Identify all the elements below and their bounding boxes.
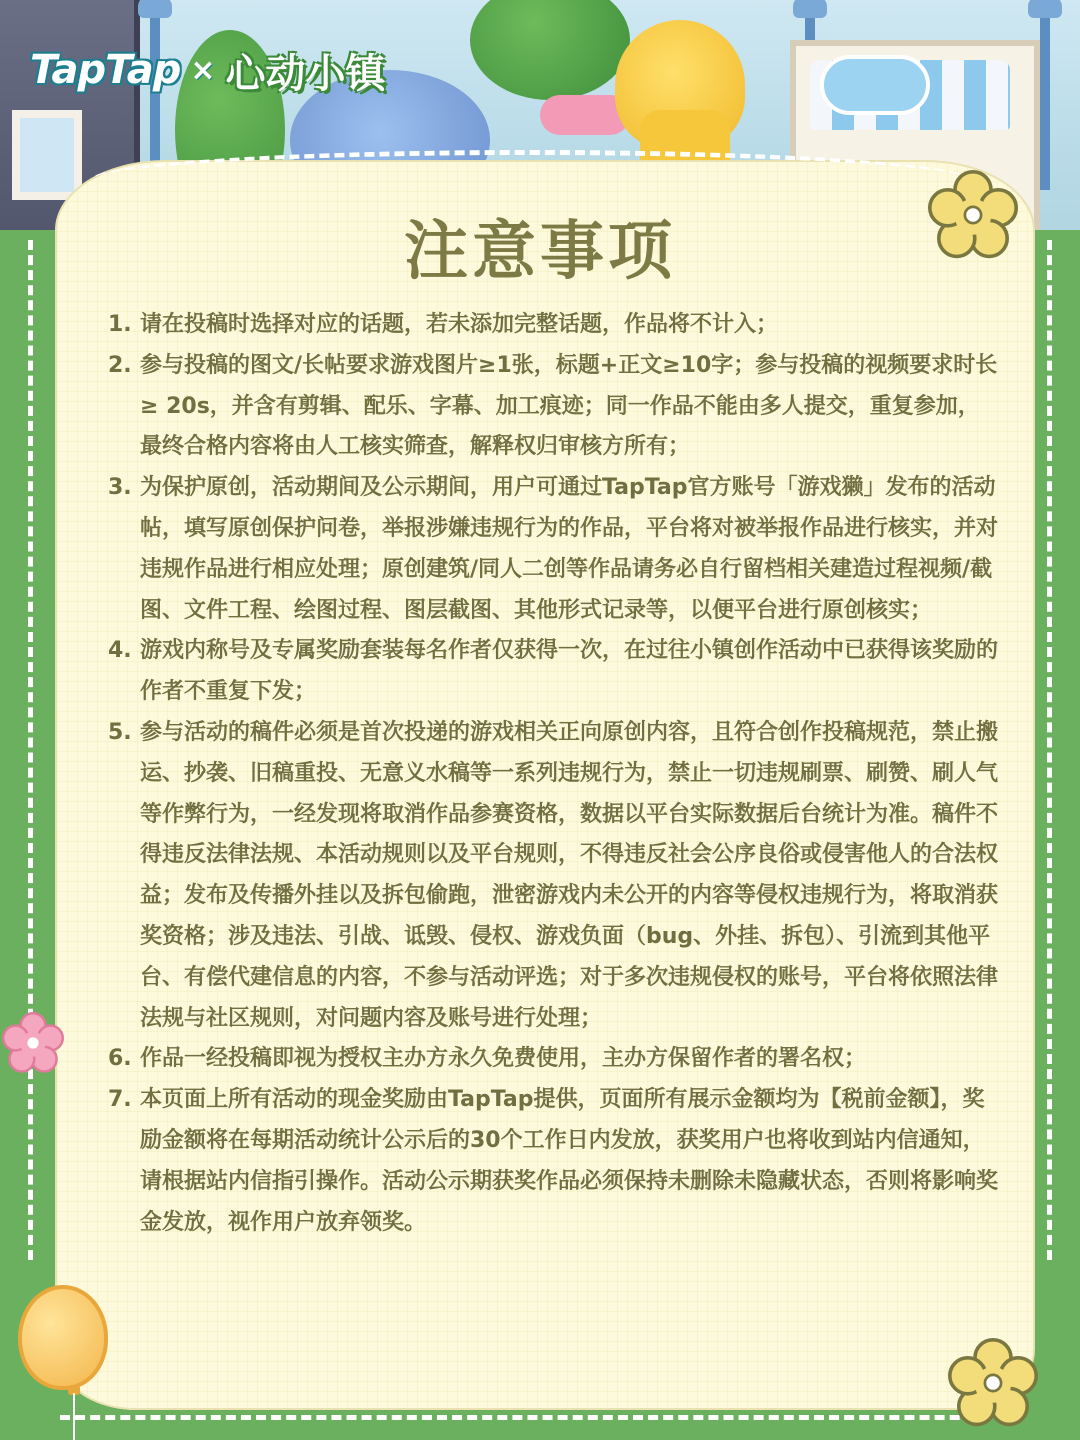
rules-list [108,305,998,1243]
rule-item [108,305,998,346]
brand-logo [30,40,385,100]
rule-item [108,713,998,1039]
cloud-sign-illustration [820,55,930,115]
dashed-border-right [1042,240,1052,1260]
rule-item [108,346,998,468]
yellow-flower-icon [928,170,1018,260]
rule-item [108,1080,998,1243]
tree-illustration [470,0,630,100]
rule-number: 6. [108,1046,132,1072]
rule-number: 2. [108,352,132,378]
rule-number: 3. [108,475,132,501]
rule-item [108,631,998,713]
rule-number: 1. [108,312,132,337]
page-title: 注意事项 [404,215,676,289]
dashed-border-bottom [60,1415,1020,1435]
rule-text: 游戏内称号及专属奖励套装每名作者仅获得一次，在过往小镇创作活动中已获得该奖励的作者不重复下发； [140,638,999,705]
taptap-logo: TapTap [30,47,181,93]
rule-text: 参与活动的稿件必须是首次投递的游戏相关正向原创内容，且符合创作投稿规范，禁止搬运、抄袭、旧稿重投、无意义水稿等一系列违规行为，禁止一切违规刷票、刷赞、刷人气等作弊行为，一经发现将取消作品参赛资格，数据以平台实际数据后台统计为准。稿件不得违反法律法规、本活动规则以及平台规则，不得违反社会公序良俗或侵害他人的合法权益；发布及传播外挂以及拆包偷跑，泄密游戏内未公开的内容等侵权违规行为，将取消获奖资格；涉及违法、引战、诋毁、侵权、游戏负面（bug、外挂、拆包）、引流到其他平台、有偿代建信息的内容，不参与活动评选；对于多次违规侵权的账号，平台将依照法律法规与社区规则，对问题内容及账号进行处理； [140,719,999,1031]
yellow-flower-icon [948,1338,1038,1428]
rule-number: 4. [108,638,132,664]
rule-text: 为保护原创，活动期间及公示期间，用户可通过TapTap官方账号「游戏獭」发布的活动帖，填写原创保护问卷，举报涉嫌违规行为的作品，平台将对被举报作品进行核实，并对违规作品进行相应处理；原创建筑/同人二创等作品请务必自行留档相关建造过程视频/截图、文件工程、绘图过程、图层截图、其他形式记录等，以便平台进行原创核实； [140,475,999,623]
pink-flower-icon [2,1012,64,1074]
balloon-icon [18,1285,108,1390]
rule-item [108,1039,998,1080]
balloon-string [73,1393,75,1440]
rule-number: 5. [108,719,132,745]
logo-separator: × [190,52,216,88]
game-logo: 心动小镇 [225,50,386,97]
rule-item [108,468,998,631]
rule-text: 请在投稿时选择对应的话题，若未添加完整话题，作品将不计入； [140,312,779,337]
rule-number: 7. [108,1087,132,1113]
rule-text: 参与投稿的图文/长帖要求游戏图片≥1张，标题+正文≥10字；参与投稿的视频要求时长 ≥ 20s，并含有剪辑、配乐、字幕、加工痕迹；同一作品不能由多人提交，重复参加，最终合格内容将由人工核实筛查，解释权归审核方所有； [140,352,998,460]
rule-text: 本页面上所有活动的现金奖励由TapTap提供，页面所有展示金额均为【税前金额】，奖励金额将在每期活动统计公示后的30个工作日内发放，获奖用户也将收到站内信通知，请根据站内信指引操作。活动公示期获奖作品必须保持未删除未隐藏状态，否则将影响奖金发放，视作用户放弃领奖。 [140,1087,999,1235]
lamp-post-illustration [1040,0,1050,190]
rule-text: 作品一经投稿即视为授权主办方永久免费使用，主办方保留作者的署名权； [140,1046,867,1072]
dashed-border-left [28,240,38,1260]
